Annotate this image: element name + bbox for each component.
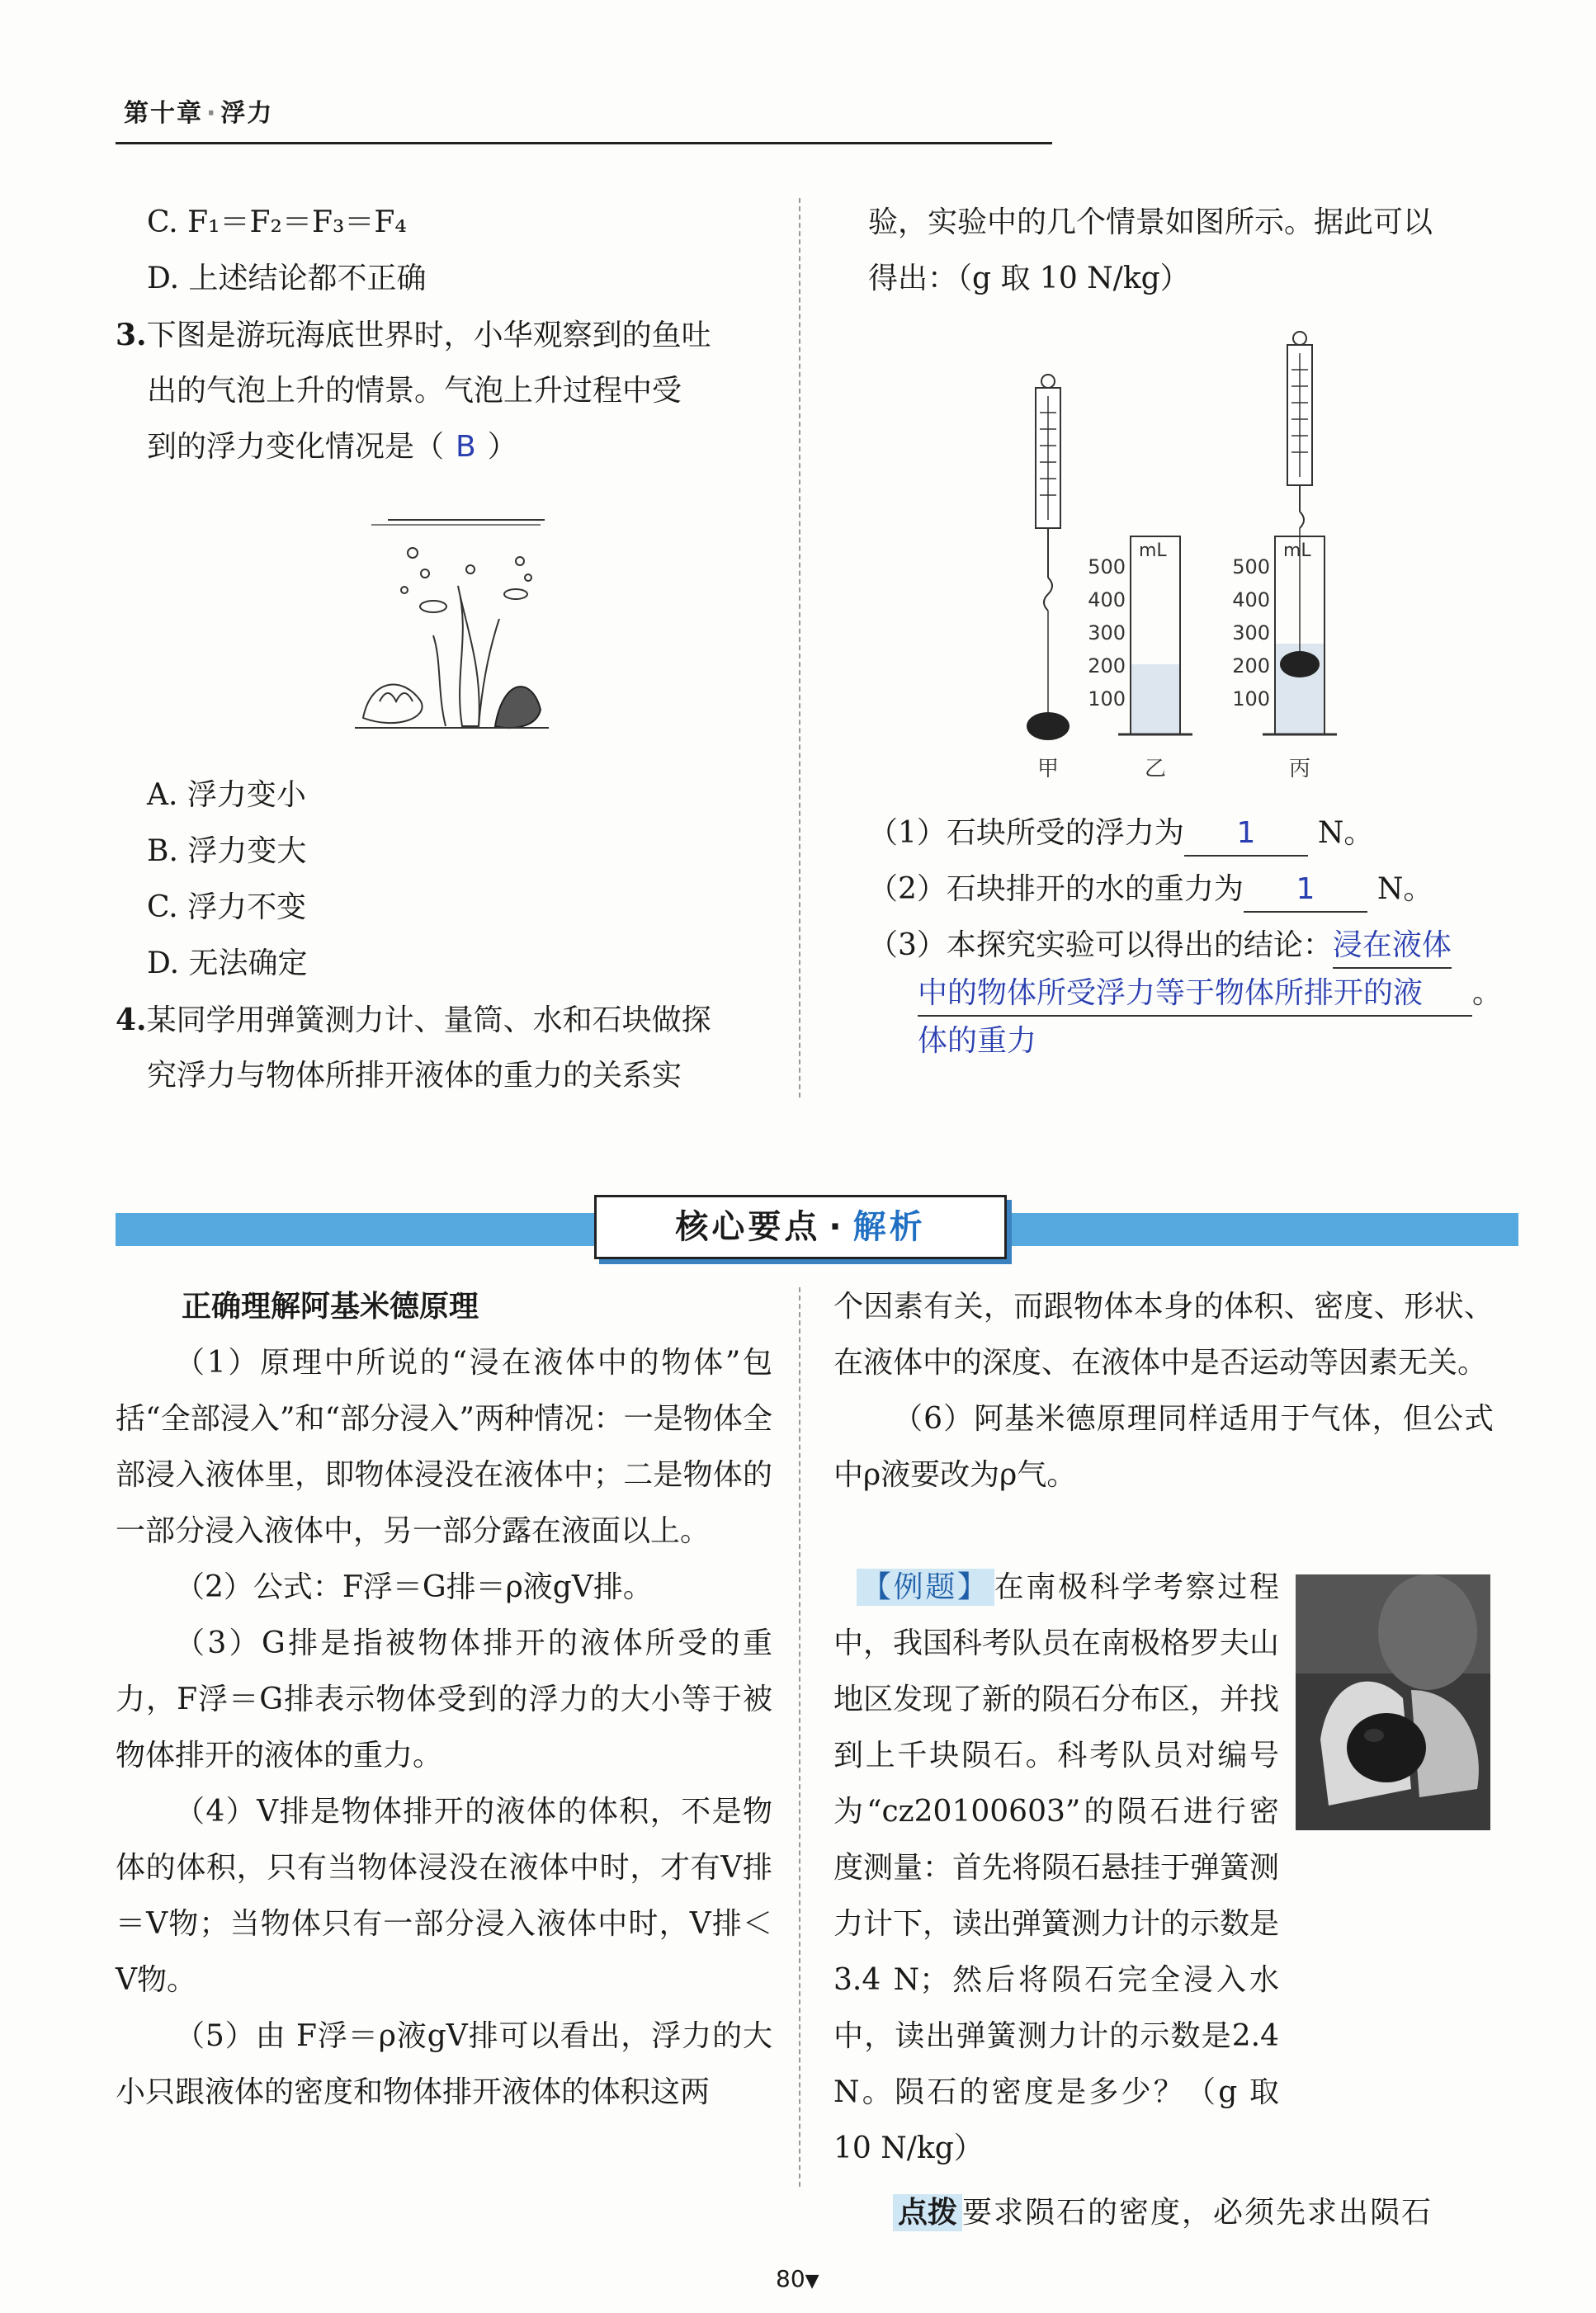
point-5: （5）由 F浮＝ρ液gV排可以看出，浮力的大小只跟液体的密度和物体排开液体的体积这两 <box>116 2019 772 2109</box>
header-rule <box>116 142 1052 144</box>
page-number: 80▼ <box>776 2265 819 2292</box>
point-1: （1）原理中所说的“浸在液体中的物体”包括“全部浸入”和“部分浸入”两种情况：一是物体全部浸入液体里，即物体浸没在液体中；二是物体的一部分浸入液体中，另一部分露在液面以上。 <box>116 1346 772 1548</box>
sub-question-1-answer: 1 <box>1184 812 1308 857</box>
cylinder-bing-tick-100: 100 <box>1232 687 1270 710</box>
spring-scale-jia <box>1027 375 1070 740</box>
cylinder-bing-unit: mL <box>1283 540 1311 561</box>
chapter-header: 第十章 · 浮力 <box>124 99 274 128</box>
question-3-option-c: C. 浮力不变 <box>147 890 307 924</box>
key-points-left-column <box>116 1279 772 2121</box>
column-divider-top <box>799 198 800 1097</box>
spring-scale-bing <box>1232 332 1337 734</box>
column-divider-bottom <box>799 1287 800 2187</box>
question-3-option-b: B. 浮力变大 <box>147 834 307 868</box>
point-5-continued: 个因素有关，而跟物体本身的体积、密度、形状、在液体中的深度、在液体中是否运动等因素无关。 <box>833 1290 1494 1380</box>
question-3-number: 3. <box>116 318 147 352</box>
cylinder-bing-tick-400: 400 <box>1232 588 1270 611</box>
question-3-option-a: A. 浮力变小 <box>147 778 306 812</box>
key-points-heading: 正确理解阿基米德原理 <box>182 1290 479 1324</box>
example-question: 【例题】 在南极科学考察过程中，我国科考队员在南极格罗夫山地区发现了新的陨石分布区，并找到上千块陨石。科考队员对编号为“cz20100603”的陨石进行密度测量：首先将陨石悬挂于弹簧测力计下，读出弹簧测力计的示数是3.4 N；然后将陨石完全浸入水中，读出弹簧测力计的示数是2.4 N。陨石的密度是多少？（g 取10 N/kg） <box>833 1570 1280 2165</box>
cylinder-bing-tick-200: 200 <box>1232 654 1270 677</box>
question-4-line2: 究浮力与物体所排开液体的重力的关系实 <box>147 1059 682 1093</box>
seabed-bubbles-illustration <box>347 512 553 734</box>
hint-tag: 点拨 <box>893 2194 962 2231</box>
question-3-line1: 3.下图是游玩海底世界时，小华观察到的鱼吐 <box>116 318 711 352</box>
question-4-line1: 4.某同学用弹簧测力计、量筒、水和石块做探 <box>116 1003 711 1037</box>
cylinder-yi-tick-200: 200 <box>1088 654 1126 677</box>
option-d-previous: D. 上述结论都不正确 <box>147 262 427 295</box>
key-points-right-column <box>833 1279 1494 1503</box>
hint-line: 点拨 要求陨石的密度，必须先求出陨石 <box>833 2185 1494 2241</box>
chapter-number: 第十章 <box>124 99 203 128</box>
example-block <box>833 1560 1494 2241</box>
point-4: （4）V排是物体排开的液体的体积，不是物体的体积，只有当物体浸没在液体中时，才有V排＝V物；当物体只有一部分浸入液体中时，V排＜V物。 <box>116 1795 772 1997</box>
sub-question-3-answer-part2: 中的物体所受浮力等于物体所排开的液 <box>918 972 1472 1017</box>
sub-question-3: （3）本探究实验可以得出的结论：浸在液体 <box>868 918 1452 974</box>
figure-label-jia: 甲 <box>1036 757 1060 781</box>
point-2: （2）公式：F浮＝G排＝ρ液gV排。 <box>175 1570 653 1604</box>
figure-label-bing: 丙 <box>1288 757 1311 781</box>
question-4-line4: 得出：（g 取 10 N/kg） <box>868 262 1190 295</box>
sub-question-3-answer-part3: 体的重力 <box>918 1024 1037 1058</box>
measuring-cylinder-yi <box>1088 536 1192 734</box>
question-4-number: 4. <box>116 1003 147 1037</box>
cylinder-bing-tick-500: 500 <box>1232 555 1270 578</box>
sub-question-3-line2: 中的物体所受浮力等于物体所排开的液 。 <box>918 965 1502 1022</box>
cylinder-yi-tick-100: 100 <box>1088 687 1126 710</box>
sub-question-2-answer: 1 <box>1244 868 1367 913</box>
cylinder-yi-tick-300: 300 <box>1088 621 1126 644</box>
point-6: （6）阿基米德原理同样适用于气体，但公式中ρ液要改为ρ气。 <box>833 1402 1494 1492</box>
sub-question-1: （1）石块所受的浮力为 1 N。 <box>868 805 1373 861</box>
cylinder-bing-tick-300: 300 <box>1232 621 1270 644</box>
question-3-option-d: D. 无法确定 <box>147 946 308 980</box>
sub-question-2: （2）石块排开的水的重力为 1 N。 <box>868 861 1433 918</box>
cylinder-yi-unit: mL <box>1139 540 1167 561</box>
section-banner-title: 核心要点 · 解析 <box>594 1195 1007 1259</box>
point-3: （3）G排是指被物体排开的液体所受的重力，F浮＝G排表示物体受到的浮力的大小等于被物体排开的液体的重力。 <box>116 1626 772 1773</box>
question-3-line2: 出的气泡上升的情景。气泡上升过程中受 <box>147 374 682 408</box>
cylinder-yi-tick-400: 400 <box>1088 588 1126 611</box>
question-4-line3: 验，实验中的几个情景如图所示。据此可以 <box>868 205 1433 239</box>
option-c-previous: C. F₁＝F₂＝F₃＝F₄ <box>147 205 407 239</box>
question-3-line3: 到的浮力变化情况是（ B ） <box>147 430 517 464</box>
sub-question-3-answer-part1: 浸在液体 <box>1333 924 1452 969</box>
example-tag: 【例题】 <box>857 1569 994 1606</box>
figure-label-yi: 乙 <box>1144 757 1167 781</box>
chapter-title: 浮力 <box>220 99 274 128</box>
question-3-answer: B <box>456 430 476 464</box>
spring-scale-experiment-figure <box>1015 330 1378 784</box>
cylinder-yi-tick-500: 500 <box>1088 555 1126 578</box>
